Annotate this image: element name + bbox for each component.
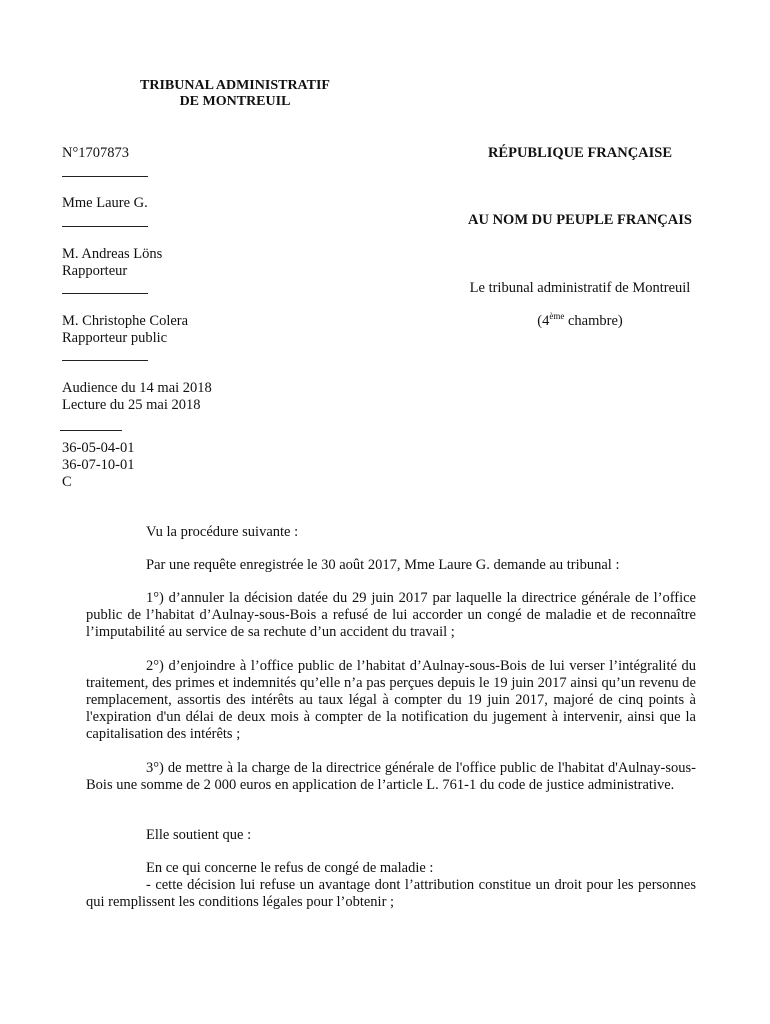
au-nom-heading: AU NOM DU PEUPLE FRANÇAIS <box>468 212 692 228</box>
chambre-suffix: chambre) <box>564 313 623 329</box>
party-name: Mme Laure G. <box>62 195 148 211</box>
public-rapporteur-name: M. Christophe Colera <box>62 313 189 329</box>
public-rapporteur-role: Rapporteur public <box>62 330 168 346</box>
classification-code: C <box>62 474 72 490</box>
body-paragraph: En ce qui concerne le refus de congé de maladie : <box>146 860 434 876</box>
classification-code: 36-05-04-01 <box>62 440 135 456</box>
separator-rule <box>62 226 148 227</box>
chambre-line <box>420 313 740 330</box>
court-name-line2: DE MONTREUIL <box>179 94 291 109</box>
chambre-prefix: (4 <box>537 313 550 329</box>
lecture-date: Lecture du 25 mai 2018 <box>62 397 201 413</box>
body-paragraph: - cette décision lui refuse un avantage dont l’attribution constitue un droit pour les personnes qui remplissent les conditions légales pour l’obtenir ; <box>86 877 696 910</box>
body-paragraph: 3°) de mettre à la charge de la directrice générale de l'office public de l'habitat d'Aulnay-sous-Bois une somme de 2 000 euros en application de l’article L. 761-1 du code de justice administrative. <box>86 760 696 793</box>
separator-rule <box>62 293 148 294</box>
court-name <box>60 78 410 110</box>
audience-date: Audience du 14 mai 2018 <box>62 380 212 396</box>
case-number: N°1707873 <box>62 145 130 161</box>
classification-code: 36-07-10-01 <box>62 457 135 473</box>
separator-rule <box>62 176 148 177</box>
tribunal-line: Le tribunal administratif de Montreuil <box>469 280 691 296</box>
body-paragraph: Elle soutient que : <box>146 827 252 843</box>
body-paragraph: 2°) d’enjoindre à l’office public de l’habitat d’Aulnay-sous-Bois de lui verser l’intégralité du traitement, des primes et indemnités qu’elle n’a pas perçues depuis le 19 juin 2017 ainsi qu’un revenu de remplacement, assortis des intérêts au taux légal à compter du 19 juin 2017, majoré de cinq points à l'expiration d'un délai de deux mois à compter de la notification du jugement à intervenir, ainsi que la capitalisation des intérêts ; <box>86 658 696 742</box>
body-paragraph: 1°) d’annuler la décision datée du 29 juin 2017 par laquelle la directrice générale de l’office public de l’habitat d’Aulnay-sous-Bois a refusé de lui accorder un congé de maladie et de reconnaître l’imputabilité au service de sa rechute d’un accident du travail ; <box>86 590 696 640</box>
chambre-sup: ème <box>549 311 565 322</box>
republique-heading: RÉPUBLIQUE FRANÇAISE <box>487 145 673 161</box>
separator-rule <box>62 360 148 361</box>
rapporteur-role: Rapporteur <box>62 263 128 279</box>
separator-rule <box>60 430 122 431</box>
rapporteur-name: M. Andreas Löns <box>62 246 163 262</box>
body-paragraph: Vu la procédure suivante : <box>146 524 299 540</box>
body-paragraph: Par une requête enregistrée le 30 août 2017, Mme Laure G. demande au tribunal : <box>146 557 620 573</box>
court-name-line1: TRIBUNAL ADMINISTRATIF <box>140 78 330 93</box>
